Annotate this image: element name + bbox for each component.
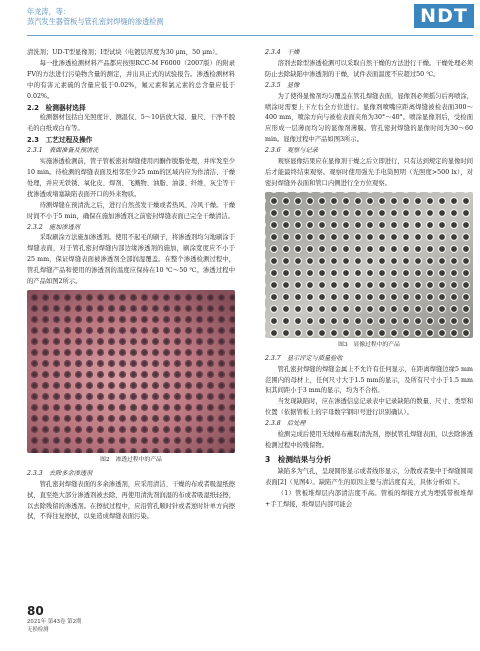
figure-2-caption: 图2 渗透过程中的产品 (100, 456, 162, 463)
journal-name: 无损检测 (27, 627, 49, 633)
journal-logo: NDT (414, 4, 474, 28)
developer-product-photo (265, 192, 473, 338)
subsection-heading-2-3-4: 2.3.4 干燥 (265, 49, 300, 56)
right-column (265, 48, 473, 510)
running-head-title: 蒸汽发生器管板与管孔密封焊缝的渗透检测 (27, 17, 164, 26)
paragraph: 观察显像结果应在显像剂干燥之后立即进行，只有达到规定的显像时间后才能最终结束观察。观察时使用强光手电筒照明（光照度>500 lx），对密封焊缝外表面和管口内侧进行全方位观察。 (265, 158, 473, 187)
paragraph: 清洗剂；UD-T型显像剂；I型试块（电镀层厚度为30 μm，50 μm）。 (27, 49, 222, 56)
paragraph: 管孔密封焊缝的焊缝金属上不允许有任何显示，在距离焊缝边缘5 mm范围内的母材上，任何尺寸大于1.5 mm的显示，及所有尺寸小于1.5 mm但其间距小于3 mm的显示，均为不合格。 (265, 365, 473, 395)
left-column (27, 48, 235, 523)
page-number: 80 (27, 604, 44, 618)
page-footer (27, 604, 81, 634)
paragraph: 待测焊缝在预清洗之后，进行自然蒸发干燥或者热风、冷风干燥。干燥时间不小于5 min，确保在施加渗透剂之前密封焊缝表面已完全干燥清洁。 (27, 201, 235, 220)
header-rule (27, 35, 473, 36)
paragraph: （1）管板堆焊层内部清洁度不高。管板的焊接方式为埋弧带极堆焊+手工焊接，堆焊层内部可能会 (265, 489, 473, 508)
figure-3-photo (265, 192, 473, 338)
paragraph: 管孔密封焊缝表面的多余渗透剂，应采用清洁、干燥的布或者吸湿纸擦拭，直至绝大部分渗透剂被去除，再使用清洗剂润湿的布或者吸湿纸轻擦，以去除残留的渗透剂。在擦拭过程中，应沿管孔顺时针或者逆时针单方向擦拭，不得往复擦拭，以免造成焊缝表面污染。 (27, 480, 235, 521)
page-header (0, 0, 480, 38)
subsection-heading-2-3-1: 2.3.1 表面准备及预清洗 (27, 147, 99, 155)
issue-info: 2021年 第43卷 第2期 (27, 619, 82, 625)
paragraph: 缺陷多为气孔，呈现圆形显示或者线形显示，分散或者集中于焊缝圆周表面[2]（见图4）。缺陷产生的原因主要与清洁度有关，具体分析如下。 (265, 467, 473, 486)
paragraph: 为了使得显像剂均匀覆盖在管孔焊缝表面，显像剂必须摇匀后再喷涂，喷涂时需要上下左右全方位进行。显像剂喷嘴应距离焊缝被检表面300～400 mm，喷涂方向与被检表面夹角为30°～40°。喷涂显像剂后，受检面应形成一层薄而均匀的显像剂薄膜。管孔密封焊缝的显像时间为30～60 min。显像过程中产品如图3所示。 (265, 92, 473, 144)
figure-2-photo (27, 290, 235, 453)
subsection-heading-2-3-3: 2.3.3 去除多余渗透剂 (27, 469, 93, 477)
paragraph: 检测完成后使用无绒棉布蘸取清洗剂，擦拭管孔焊缝表面，以去除渗透检测过程中的残留物。 (265, 431, 473, 449)
section-heading-2-3: 2.3 工艺过程及操作 (27, 136, 93, 145)
section-heading-2-2: 2.2 检测器材选择 (27, 103, 86, 112)
paragraph: 每一批渗透检测材料产品都应按照RCC-M F6000（2007版）的附录FV的方法进行污染物含量的测定，并出具正式的试验报告。渗透检测材料中的有害元素硫的含量应低于0.02%，氟元素和氯元素的总含量应低于0.02%。 (27, 59, 235, 100)
running-head (27, 7, 164, 27)
subsection-heading-2-3-6: 2.3.6 观察与记录 (265, 147, 318, 155)
subsection-heading-2-3-5: 2.3.5 显像 (265, 81, 300, 89)
penetrant-product-photo (27, 290, 235, 453)
paragraph: 采取刷涂方法施加渗透剂。使用不起毛的刷子，将渗透剂均匀地刷涂于焊缝表面，对于管孔密封焊缝内部边缘渗透剂的施加，刷涂宽度应不小于25 mm，保证焊缝表面被渗透剂全部润湿覆盖。在整个渗透检测过程中，管孔焊缝产品和使用的渗透剂的温度应保持在10 ℃～50 ℃。渗透过程中的产品如图2所示。 (27, 234, 235, 286)
subsection-heading-2-3-8: 2.3.8 后处理 (265, 420, 306, 428)
subsection-heading-2-3-2: 2.3.2 施加渗透剂 (27, 223, 80, 231)
paragraph: 当发现缺陷时，应在渗透信息记录表中记录缺陷的数量、尺寸、类型和位置（依据管板上的字母数字钢印号进行识别确认）。 (265, 398, 473, 417)
subsection-heading-2-3-7: 2.3.7 显示评定与质量验收 (265, 354, 343, 362)
figure-3-caption: 图3 显像过程中的产品 (338, 341, 400, 348)
running-head-authors: 年龙涛，等： (27, 7, 71, 16)
paragraph: 检测器材包括白光照度计、测温仪、5～10倍放大镜、量尺、干净不脱毛的白纸或白布等。 (27, 114, 235, 133)
section-heading-3: 3 检测结果与分析 (265, 454, 332, 464)
paragraph: 实施渗透检测前，管子管板密封焊缝使用丙酮作脱脂处理，并库发至少10 min。待检测的焊缝表面及相邻至少25 mm的区域内应为作清洁、干燥处理，并应无铁锈、氧化皮、焊剂、飞溅物、油脂、油漆、纤维、灰尘等干扰渗透或堵塞缺陷表面开口的外来物质。 (27, 158, 235, 198)
paragraph: 溶剂去除型渗透检测可以采取自然干燥的方法进行干燥。干燥处理必须防止去除缺陷中渗透剂的干燥，试件表面温度不应超过50 ℃。 (265, 59, 473, 78)
